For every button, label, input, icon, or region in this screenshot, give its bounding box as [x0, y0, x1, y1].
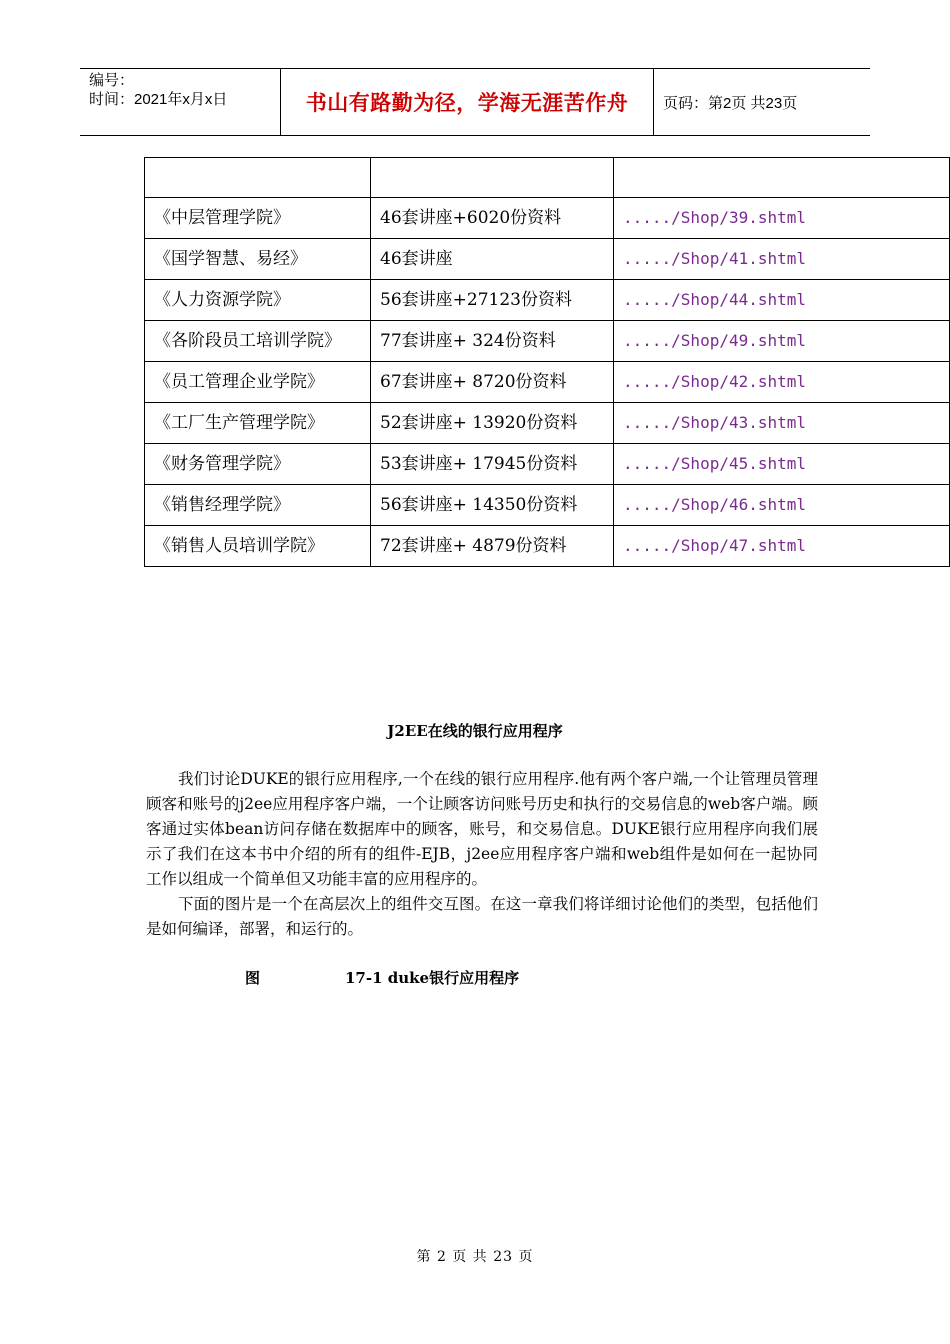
table-row: [145, 198, 950, 239]
course-name: 《销售经理学院》: [145, 485, 371, 526]
paragraph: 下面的图片是一个在高层次上的组件交互图。在这一章我们将详细讨论他们的类型，包括他们是如何编译，部署，和运行的。: [146, 895, 818, 938]
section-body: [146, 767, 818, 942]
course-link[interactable]: ...../Shop/44.shtml: [614, 280, 950, 321]
course-link[interactable]: ...../Shop/42.shtml: [614, 362, 950, 403]
course-name: 《财务管理学院》: [145, 444, 371, 485]
course-desc: 46套讲座: [371, 239, 614, 280]
table-row: [145, 526, 950, 567]
course-desc: 72套讲座+ 4879份资料: [371, 526, 614, 567]
course-link[interactable]: ...../Shop/43.shtml: [614, 403, 950, 444]
course-desc: 67套讲座+ 8720份资料: [371, 362, 614, 403]
table-row: [145, 362, 950, 403]
course-name: 《工厂生产管理学院》: [145, 403, 371, 444]
table-row: [145, 239, 950, 280]
page-footer: 第 2 页 共 23 页: [416, 1249, 534, 1265]
course-link[interactable]: ...../Shop/49.shtml: [614, 321, 950, 362]
table-cell: [371, 158, 614, 198]
course-link[interactable]: ...../Shop/41.shtml: [614, 239, 950, 280]
course-link[interactable]: ...../Shop/39.shtml: [614, 198, 950, 239]
course-name: 《各阶段员工培训学院》: [145, 321, 371, 362]
course-desc: 56套讲座+27123份资料: [371, 280, 614, 321]
course-link[interactable]: ...../Shop/47.shtml: [614, 526, 950, 567]
course-link[interactable]: ...../Shop/46.shtml: [614, 485, 950, 526]
course-name: 《国学智慧、易经》: [145, 239, 371, 280]
course-table: [144, 157, 950, 567]
course-name: 《人力资源学院》: [145, 280, 371, 321]
course-desc: 77套讲座+ 324份资料: [371, 321, 614, 362]
section-title: J2EE在线的银行应用程序: [387, 722, 563, 740]
table-cell: [145, 158, 371, 198]
course-desc: 53套讲座+ 17945份资料: [371, 444, 614, 485]
course-link[interactable]: ...../Shop/45.shtml: [614, 444, 950, 485]
header-page-info: 页码：第2页 共23页: [663, 94, 798, 112]
course-name: 《中层管理学院》: [145, 198, 371, 239]
page-header: [80, 68, 870, 136]
figure-caption: 17-1 duke银行应用程序: [345, 969, 520, 987]
table-row: [145, 280, 950, 321]
header-motto: 书山有路勤为径，学海无涯苦作舟: [281, 69, 654, 135]
table-row: [145, 403, 950, 444]
header-time-label: 时间：2021年x月x日: [89, 91, 228, 108]
course-desc: 46套讲座+6020份资料: [371, 198, 614, 239]
course-desc: 52套讲座+ 13920份资料: [371, 403, 614, 444]
paragraph: 我们讨论DUKE的银行应用程序,一个在线的银行应用程序.他有两个客户端,一个让管理员管理顾客和账号的j2ee应用程序客户端，一个让顾客访问账号历史和执行的交易信息的web客户端。顾客通过实体bean访问存储在数据库中的顾客，账号，和交易信息。DUKE银行应用程序向我们展示了我们在这本书中介绍的所有的组件-EJB，j2ee应用程序客户端和web组件是如何在一起协同工作以组成一个简单但又功能丰富的应用程序的。: [146, 770, 818, 888]
figure-label: 图: [245, 969, 261, 987]
table-row: [145, 444, 950, 485]
header-meta: [80, 69, 281, 135]
table-row: [145, 321, 950, 362]
header-number-label: 编号：: [89, 72, 135, 89]
course-name: 《员工管理企业学院》: [145, 362, 371, 403]
table-row: [145, 485, 950, 526]
table-row-empty: [145, 158, 950, 198]
table-cell: [614, 158, 950, 198]
course-desc: 56套讲座+ 14350份资料: [371, 485, 614, 526]
course-name: 《销售人员培训学院》: [145, 526, 371, 567]
